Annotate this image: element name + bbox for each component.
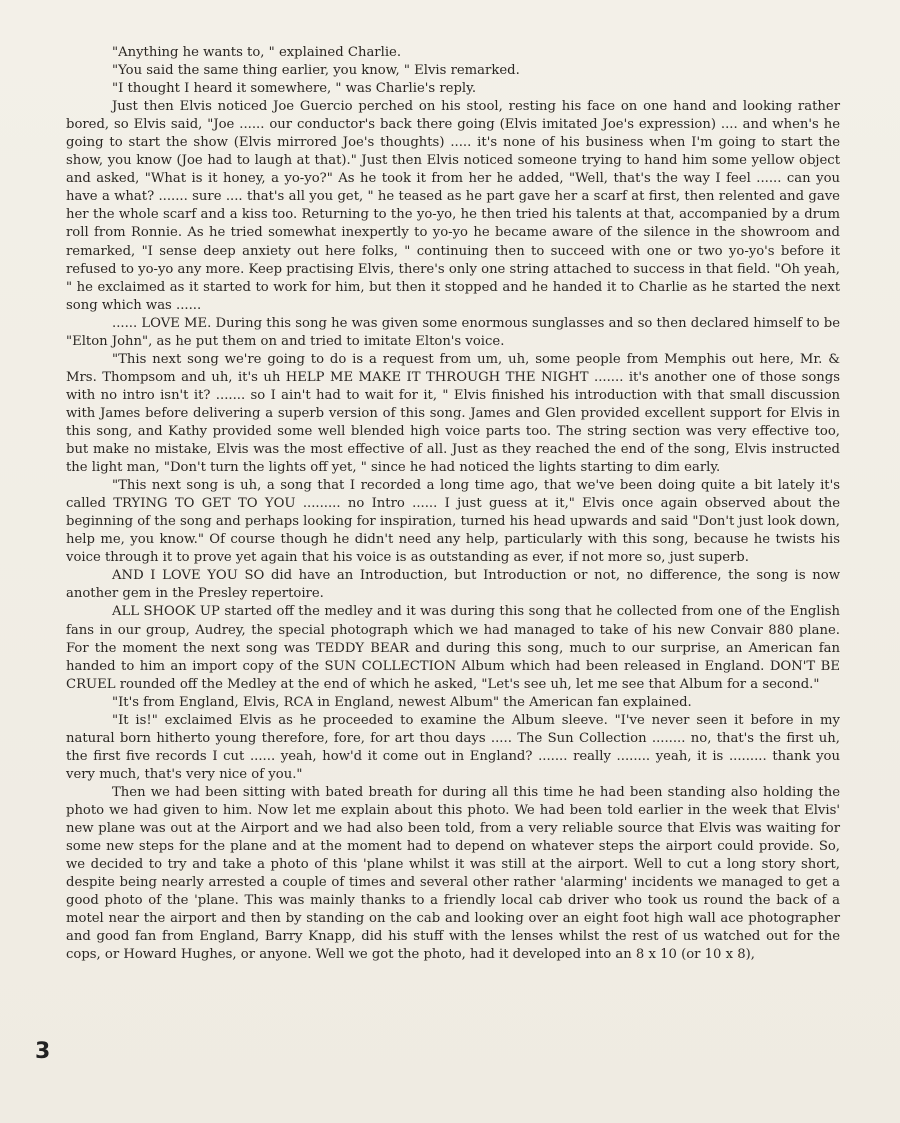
paragraph: ALL SHOOK UP started off the medley and it was during this song that he collected from one of the English fans in our group, Audrey, the special photograph which we had managed to take of his new Convair 880 plane. For the moment the next song was TEDDY BEAR and during this song, much to our surprise, an American fan handed to him an import copy of the SUN COLLECTION Album which had been released in England. DON'T BE CRUEL rounded off the Medley at the end of which he asked, "Let's see uh, let me see that Album for a second." [66,604,840,692]
page-number: 3 [35,1039,51,1064]
paragraph: AND I LOVE YOU SO did have an Introduction, but Introduction or not, no difference, the song is now another gem in the Presley repertoire. [66,568,840,602]
body-text [66,44,840,964]
paragraph: Just then Elvis noticed Joe Guercio perched on his stool, resting his face on one hand and looking rather bored, so Elvis said, "Joe ...... our conductor's back there going (Elvis imitated Joe's expression) .... and when's he going to start the show (Elvis mirrored Joe's thoughts) ..... it's none of his business when I'm going to start the show, you know (Joe had to laugh at that)." Just then Elvis noticed someone trying to hand him some yellow object and asked, "What is it honey, a yo-yo?" As he took it from her he added, "Well, that's the way I feel ...... can you have a what? ....... sure .... that's all you get, " he teased as he part gave her a scarf at first, then relented and gave her the whole scarf and a kiss too. Returning to the yo-yo, he then tried his talents at that, accompanied by a drum roll from Ronnie. As he tried somewhat inexpertly to yo-yo he became aware of the silence in the showroom and remarked, "I sense deep anxiety out here folks, " continuing then to succeed with one or two yo-yo's before it refused to yo-yo any more. Keep practising Elvis, there's only one string attached to success in that field. "Oh yeah, " he exclaimed as it started to work for him, but then it stopped and he handed it to Charlie as he started the next song which was ...... [66,99,840,313]
paragraph: ...... LOVE ME. During this song he was given some enormous sunglasses and so then declared himself to be "Elton John", as he put them on and tried to imitate Elton's voice. [66,315,840,349]
paragraph: "Anything he wants to, " explained Charlie. [112,45,402,60]
paragraph: "You said the same thing earlier, you know, " Elvis remarked. [112,63,520,79]
paragraph: "This next song we're going to do is a request from um, uh, some people from Memphis out here, Mr. & Mrs. Thompsom and uh, it's uh HELP ME MAKE IT THROUGH THE NIGHT ....... it's another one of those songs with no intro isn't it? ....... so I ain't had to wait for it, " Elvis finished his introduction with that small discussion with James before delivering a superb version of this song. James and Glen provided excellent support for Elvis in this song, and Kathy provided some well blended high voice parts too. The string section was very effective too, but make no mistake, Elvis was the most effective of all. Just as they reached the end of the song, Elvis instructed the light man, "Don't turn the lights off yet, " since he had noticed the lights starting to dim early. [66,351,840,476]
paragraph: Then we had been sitting with bated breath for during all this time he had been standing also holding the photo we had given to him. Now let me explain about this photo. We had been told earlier in the week that Elvis' new plane was out at the Airport and we had also been told, from a very reliable source that Elvis was waiting for some new steps for the plane and at the moment had to depend on whatever steps the airport could provide. So, we decided to try and take a photo of this 'plane whilst it was still at the airport. Well to cut a long story short, despite being nearly arrested a couple of times and several other rather 'alarming' incidents we managed to get a good photo of the 'plane. This was mainly thanks to a friendly local cab driver who took us round the back of a motel near the airport and then by standing on the cab and looking over an eight foot high wall ace photographer and good fan from England, Barry Knapp, did his stuff with the lenses whilst the rest of us watched out for the cops, or Howard Hughes, or anyone. Well we got the photo, had it developed into an 8 x 10 (or 10 x 8), [66,784,840,963]
paragraph: "I thought I heard it somewhere, " was Charlie's reply. [112,81,477,97]
paragraph: "It's from England, Elvis, RCA in England, newest Album" the American fan explained. [112,694,692,710]
paragraph: "It is!" exclaimed Elvis as he proceeded to examine the Album sleeve. "I've never seen it before in my natural born hitherto young therefore, fore, for art thou days ..... The Sun Collection ........ no, that's the first uh, the first five records I cut ...... yeah, how'd it come out in England? ....... really ........ yeah, it is ......... thank you very much, that's very nice of you." [66,712,840,782]
paragraph: "This next song is uh, a song that I recorded a long time ago, that we've been doing quite a bit lately it's called TRYING TO GET TO YOU ......... no Intro ...... I just guess at it," Elvis once again observed about the beginning of the song and perhaps looking for inspiration, turned his head upwards and said "Don't just look down, help me, you know." Of course though he didn't need any help, particularly with this song, because he twists his voice through it to prove yet again that his voice is as outstanding as ever, if not more so, just superb. [66,478,840,566]
